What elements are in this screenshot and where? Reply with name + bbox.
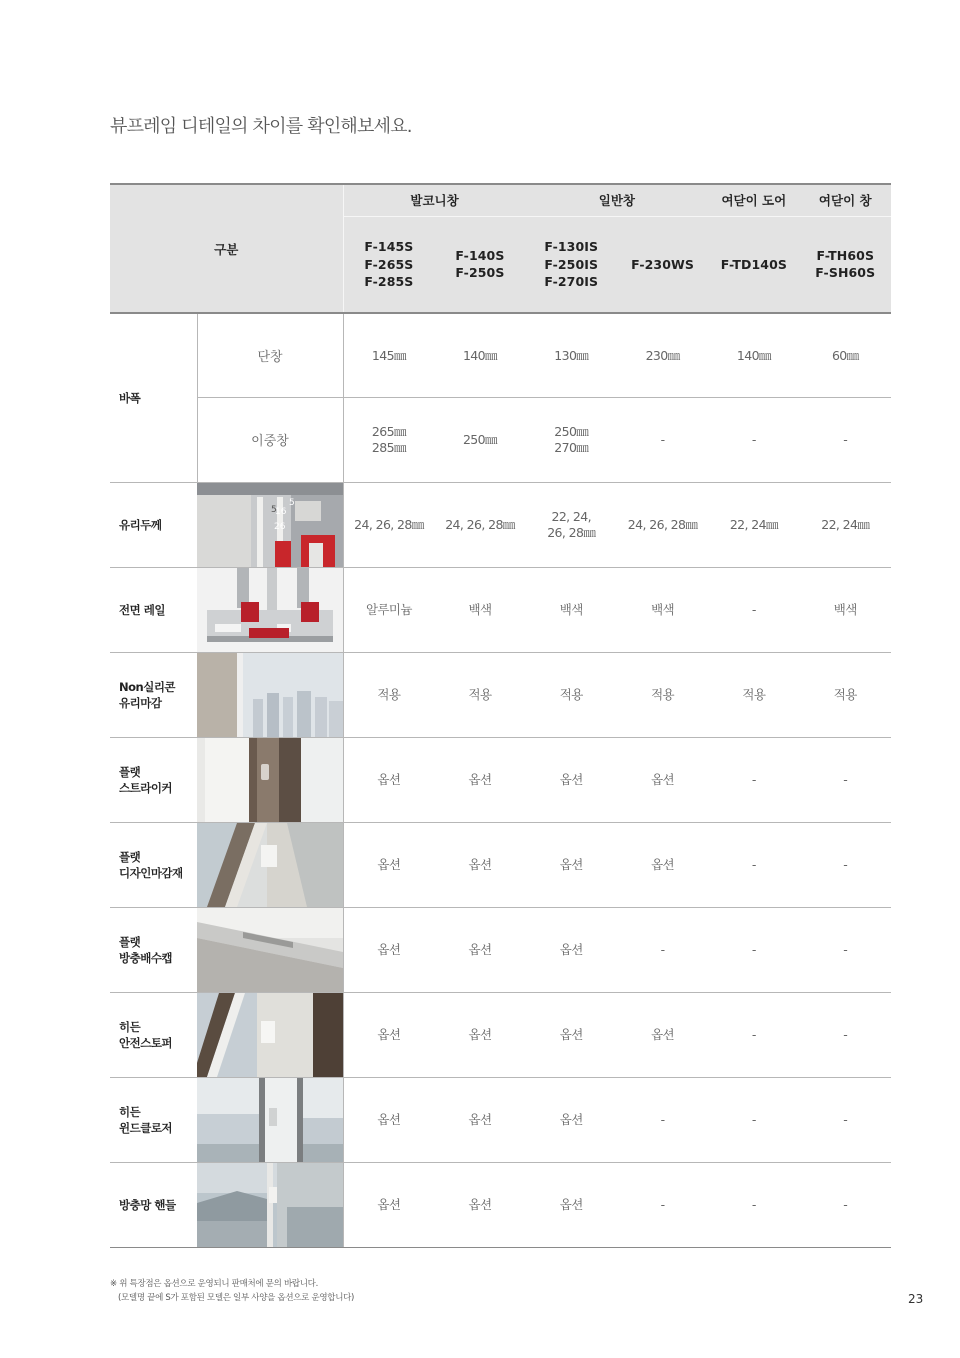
value-cell: - xyxy=(617,1162,708,1247)
value-cell: 22, 24㎜ xyxy=(800,482,892,567)
value-cell: 백색 xyxy=(617,567,708,652)
table-row xyxy=(110,313,891,398)
value-cell: 옵션 xyxy=(434,1162,525,1247)
value-cell: - xyxy=(708,1077,799,1162)
design-finish-photo xyxy=(197,823,343,907)
drain-cap-photo xyxy=(197,908,343,992)
sub-label-double: 이중창 xyxy=(197,398,343,483)
value-cell: 적용 xyxy=(800,652,892,737)
value-cell: 백색 xyxy=(526,567,617,652)
row-label-glass: 유리두께 xyxy=(110,482,197,567)
value-cell: 140㎜ xyxy=(708,313,799,398)
value-cell: 옵션 xyxy=(526,1162,617,1247)
row-label-striker: 플랫 스트라이커 xyxy=(110,737,197,822)
row-label-stopper: 히든 안전스토퍼 xyxy=(110,992,197,1077)
header-model: F-TH60S F-SH60S xyxy=(800,216,892,313)
value-cell: 적용 xyxy=(617,652,708,737)
value-cell: - xyxy=(800,737,892,822)
header-model: F-230WS xyxy=(617,216,708,313)
value-cell: - xyxy=(708,1162,799,1247)
table-row xyxy=(110,737,891,822)
footnote-line-1: ※ 위 특장점은 옵션으로 운영되니 판매처에 문의 바랍니다. xyxy=(110,1279,318,1289)
header-group-door: 여닫이 도어 xyxy=(708,184,799,216)
table-row xyxy=(110,822,891,907)
value-cell: 적용 xyxy=(343,652,434,737)
header-model: F-145S F-265S F-285S xyxy=(343,216,434,313)
value-cell: 24, 26, 28㎜ xyxy=(617,482,708,567)
value-cell: 옵션 xyxy=(343,1077,434,1162)
wind-closer-photo xyxy=(197,1078,343,1162)
value-cell: 250㎜ xyxy=(434,398,525,483)
row-label-handle: 방충망 핸들 xyxy=(110,1162,197,1247)
value-cell: 적용 xyxy=(434,652,525,737)
value-cell: 백색 xyxy=(434,567,525,652)
striker-photo xyxy=(197,738,343,822)
spec-table xyxy=(110,183,891,1248)
table-row xyxy=(110,1077,891,1162)
value-cell: 옵션 xyxy=(434,1077,525,1162)
value-cell: 옵션 xyxy=(434,737,525,822)
value-cell: 230㎜ xyxy=(617,313,708,398)
table-row xyxy=(110,992,891,1077)
value-cell: 옵션 xyxy=(617,992,708,1077)
row-label-rail: 전면 레일 xyxy=(110,567,197,652)
value-cell: 백색 xyxy=(800,567,892,652)
glass-profile-illustration xyxy=(197,483,343,567)
value-cell: 265㎜ 285㎜ xyxy=(343,398,434,483)
value-cell: 24, 26, 28㎜ xyxy=(343,482,434,567)
table-row xyxy=(110,1162,891,1247)
rail-image xyxy=(197,567,343,652)
header-group-balcony: 발코니창 xyxy=(343,184,526,216)
value-cell: 옵션 xyxy=(526,992,617,1077)
value-cell: 250㎜ 270㎜ xyxy=(526,398,617,483)
header-model: F-140S F-250S xyxy=(434,216,525,313)
value-cell: 적용 xyxy=(708,652,799,737)
table-row xyxy=(110,482,891,567)
value-cell: - xyxy=(708,567,799,652)
header-gubun: 구분 xyxy=(110,184,343,313)
value-cell: 옵션 xyxy=(343,907,434,992)
value-cell: 145㎜ xyxy=(343,313,434,398)
glass-label-26: 26 xyxy=(274,521,286,532)
sub-label-single: 단창 xyxy=(197,313,343,398)
design-finish-image xyxy=(197,822,343,907)
value-cell: 옵션 xyxy=(526,822,617,907)
row-label-closer: 히든 윈드클로저 xyxy=(110,1077,197,1162)
rail-profile-illustration xyxy=(197,568,343,652)
value-cell: 옵션 xyxy=(526,907,617,992)
value-cell: - xyxy=(708,907,799,992)
value-cell: - xyxy=(708,737,799,822)
value-cell: 22, 24, 26, 28㎜ xyxy=(526,482,617,567)
window-frame-photo xyxy=(197,653,343,737)
glass-label-5b: 5 xyxy=(289,497,295,508)
glass-label-5a: 5 xyxy=(271,504,277,515)
striker-image xyxy=(197,737,343,822)
wind-closer-image xyxy=(197,1077,343,1162)
header-model: F-130IS F-250IS F-270IS xyxy=(526,216,617,313)
stopper-photo xyxy=(197,993,343,1077)
value-cell: - xyxy=(800,1077,892,1162)
table-row xyxy=(110,398,891,483)
value-cell: - xyxy=(708,992,799,1077)
value-cell: - xyxy=(800,822,892,907)
value-cell: 22, 24㎜ xyxy=(708,482,799,567)
glass-label-16: 16 xyxy=(275,506,287,517)
row-label-nonsilicone: Non실리콘 유리마감 xyxy=(110,652,197,737)
value-cell: - xyxy=(617,1077,708,1162)
value-cell: 옵션 xyxy=(343,1162,434,1247)
value-cell: - xyxy=(708,398,799,483)
header-model: F-TD140S xyxy=(708,216,799,313)
table-row xyxy=(110,652,891,737)
header-group-row xyxy=(110,184,891,216)
header-group-casement: 여닫이 창 xyxy=(800,184,892,216)
row-label-drain: 플랫 방충배수캡 xyxy=(110,907,197,992)
value-cell: - xyxy=(800,398,892,483)
value-cell: 130㎜ xyxy=(526,313,617,398)
screen-handle-image xyxy=(197,1162,343,1247)
value-cell: 24, 26, 28㎜ xyxy=(434,482,525,567)
row-label-width: 바폭 xyxy=(110,313,197,482)
footnote-line-2: (모델명 끝에 S가 포함된 모델은 일부 사양을 옵션으로 운영합니다) xyxy=(118,1293,355,1303)
value-cell: - xyxy=(800,1162,892,1247)
stopper-image xyxy=(197,992,343,1077)
value-cell: - xyxy=(708,822,799,907)
drain-cap-image xyxy=(197,907,343,992)
value-cell: - xyxy=(800,907,892,992)
glass-profile-image xyxy=(197,482,343,567)
page-title: 뷰프레임 디테일의 차이를 확인해보세요. xyxy=(110,116,412,137)
value-cell: 60㎜ xyxy=(800,313,892,398)
value-cell: 옵션 xyxy=(617,737,708,822)
value-cell: 옵션 xyxy=(434,907,525,992)
row-label-design: 플랫 디자인마감재 xyxy=(110,822,197,907)
value-cell: 옵션 xyxy=(343,822,434,907)
nonsilicone-image xyxy=(197,652,343,737)
footnote xyxy=(110,1277,354,1305)
header-group-general: 일반창 xyxy=(526,184,709,216)
table-row xyxy=(110,567,891,652)
value-cell: 옵션 xyxy=(526,737,617,822)
value-cell: - xyxy=(617,398,708,483)
value-cell: 옵션 xyxy=(434,992,525,1077)
page-number: 23 xyxy=(908,1292,924,1306)
value-cell: - xyxy=(617,907,708,992)
table-row xyxy=(110,907,891,992)
screen-handle-photo xyxy=(197,1163,343,1247)
value-cell: 적용 xyxy=(526,652,617,737)
value-cell: 옵션 xyxy=(343,992,434,1077)
value-cell: 옵션 xyxy=(434,822,525,907)
value-cell: 140㎜ xyxy=(434,313,525,398)
value-cell: 알루미늄 xyxy=(343,567,434,652)
value-cell: 옵션 xyxy=(526,1077,617,1162)
value-cell: 옵션 xyxy=(343,737,434,822)
value-cell: - xyxy=(800,992,892,1077)
value-cell: 옵션 xyxy=(617,822,708,907)
